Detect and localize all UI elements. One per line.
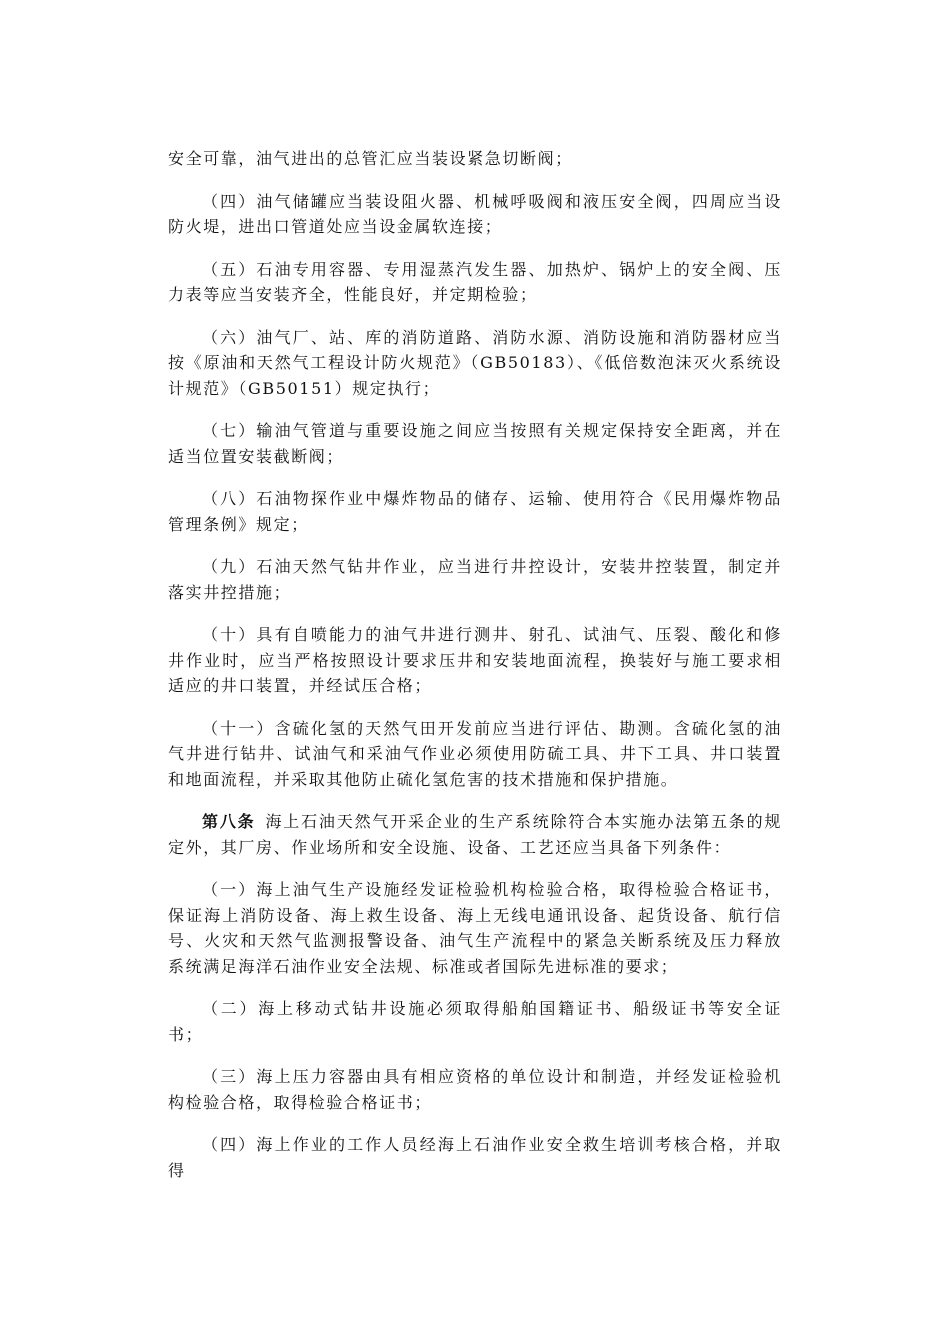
article-8-item-4: （四）海上作业的工作人员经海上石油作业安全救生培训考核合格，并取得 <box>168 1135 782 1180</box>
article-8-text: 海上石油天然气开采企业的生产系统除符合本实施办法第五条的规定外，其厂房、作业场所和安全设施、设备、工艺还应当具备下列条件： <box>168 812 782 857</box>
article-8-item-3: （三）海上压力容器由具有相应资格的单位设计和制造，并经发证检验机构检验合格，取得检验合格证书； <box>168 1067 782 1112</box>
paragraph-item-8: （八）石油物探作业中爆炸物品的储存、运输、使用符合《民用爆炸物品管理条例》规定； <box>168 489 782 534</box>
paragraph-item-9: （九）石油天然气钻井作业，应当进行井控设计，安装井控装置，制定并落实井控措施； <box>168 557 782 602</box>
paragraph-item-4: （四）油气储罐应当装设阻火器、机械呼吸阀和液压安全阀，四周应当设防火堤，进出口管道处应当设金属软连接； <box>168 191 782 236</box>
document-body <box>168 146 782 1200</box>
paragraph-item-10: （十）具有自喷能力的油气井进行测井、射孔、试油气、压裂、酸化和修井作业时，应当严格按照设计要求压井和安装地面流程，换装好与施工要求相适应的井口装置，并经试压合格； <box>168 625 782 695</box>
article-8-paragraph <box>168 809 782 860</box>
article-8-number: 第八条 <box>202 812 256 831</box>
article-8-item-2: （二）海上移动式钻井设施必须取得船舶国籍证书、船级证书等安全证书； <box>168 999 782 1044</box>
paragraph-item-11: （十一）含硫化氢的天然气田开发前应当进行评估、勘测。含硫化氢的油气井进行钻井、试油气和采油气作业必须使用防硫工具、井下工具、井口装置和地面流程，并采取其他防止硫化氢危害的技术措施和保护措施。 <box>168 718 782 789</box>
paragraph-item-7: （七）输油气管道与重要设施之间应当按照有关规定保持安全距离，并在适当位置安装截断阀； <box>168 421 782 466</box>
paragraph-item-5: （五）石油专用容器、专用湿蒸汽发生器、加热炉、锅炉上的安全阀、压力表等应当安装齐全，性能良好，并定期检验； <box>168 259 782 304</box>
paragraph-item-6: （六）油气厂、站、库的消防道路、消防水源、消防设施和消防器材应当按《原油和天然气工程设计防火规范》（GB50183）、《低倍数泡沫灭火系统设计规范》（GB50151）规定执行； <box>168 327 782 398</box>
paragraph-continuation: 安全可靠，油气进出的总管汇应当装设紧急切断阀； <box>168 149 573 168</box>
article-8-item-1: （一）海上油气生产设施经发证检验机构检验合格，取得检验合格证书，保证海上消防设备、海上救生设备、海上无线电通讯设备、起货设备、航行信号、火灾和天然气监测报警设备、油气生产流程中的紧急关断系统及压力释放系统满足海洋石油作业安全法规、标准或者国际先进标准的要求； <box>168 880 782 976</box>
